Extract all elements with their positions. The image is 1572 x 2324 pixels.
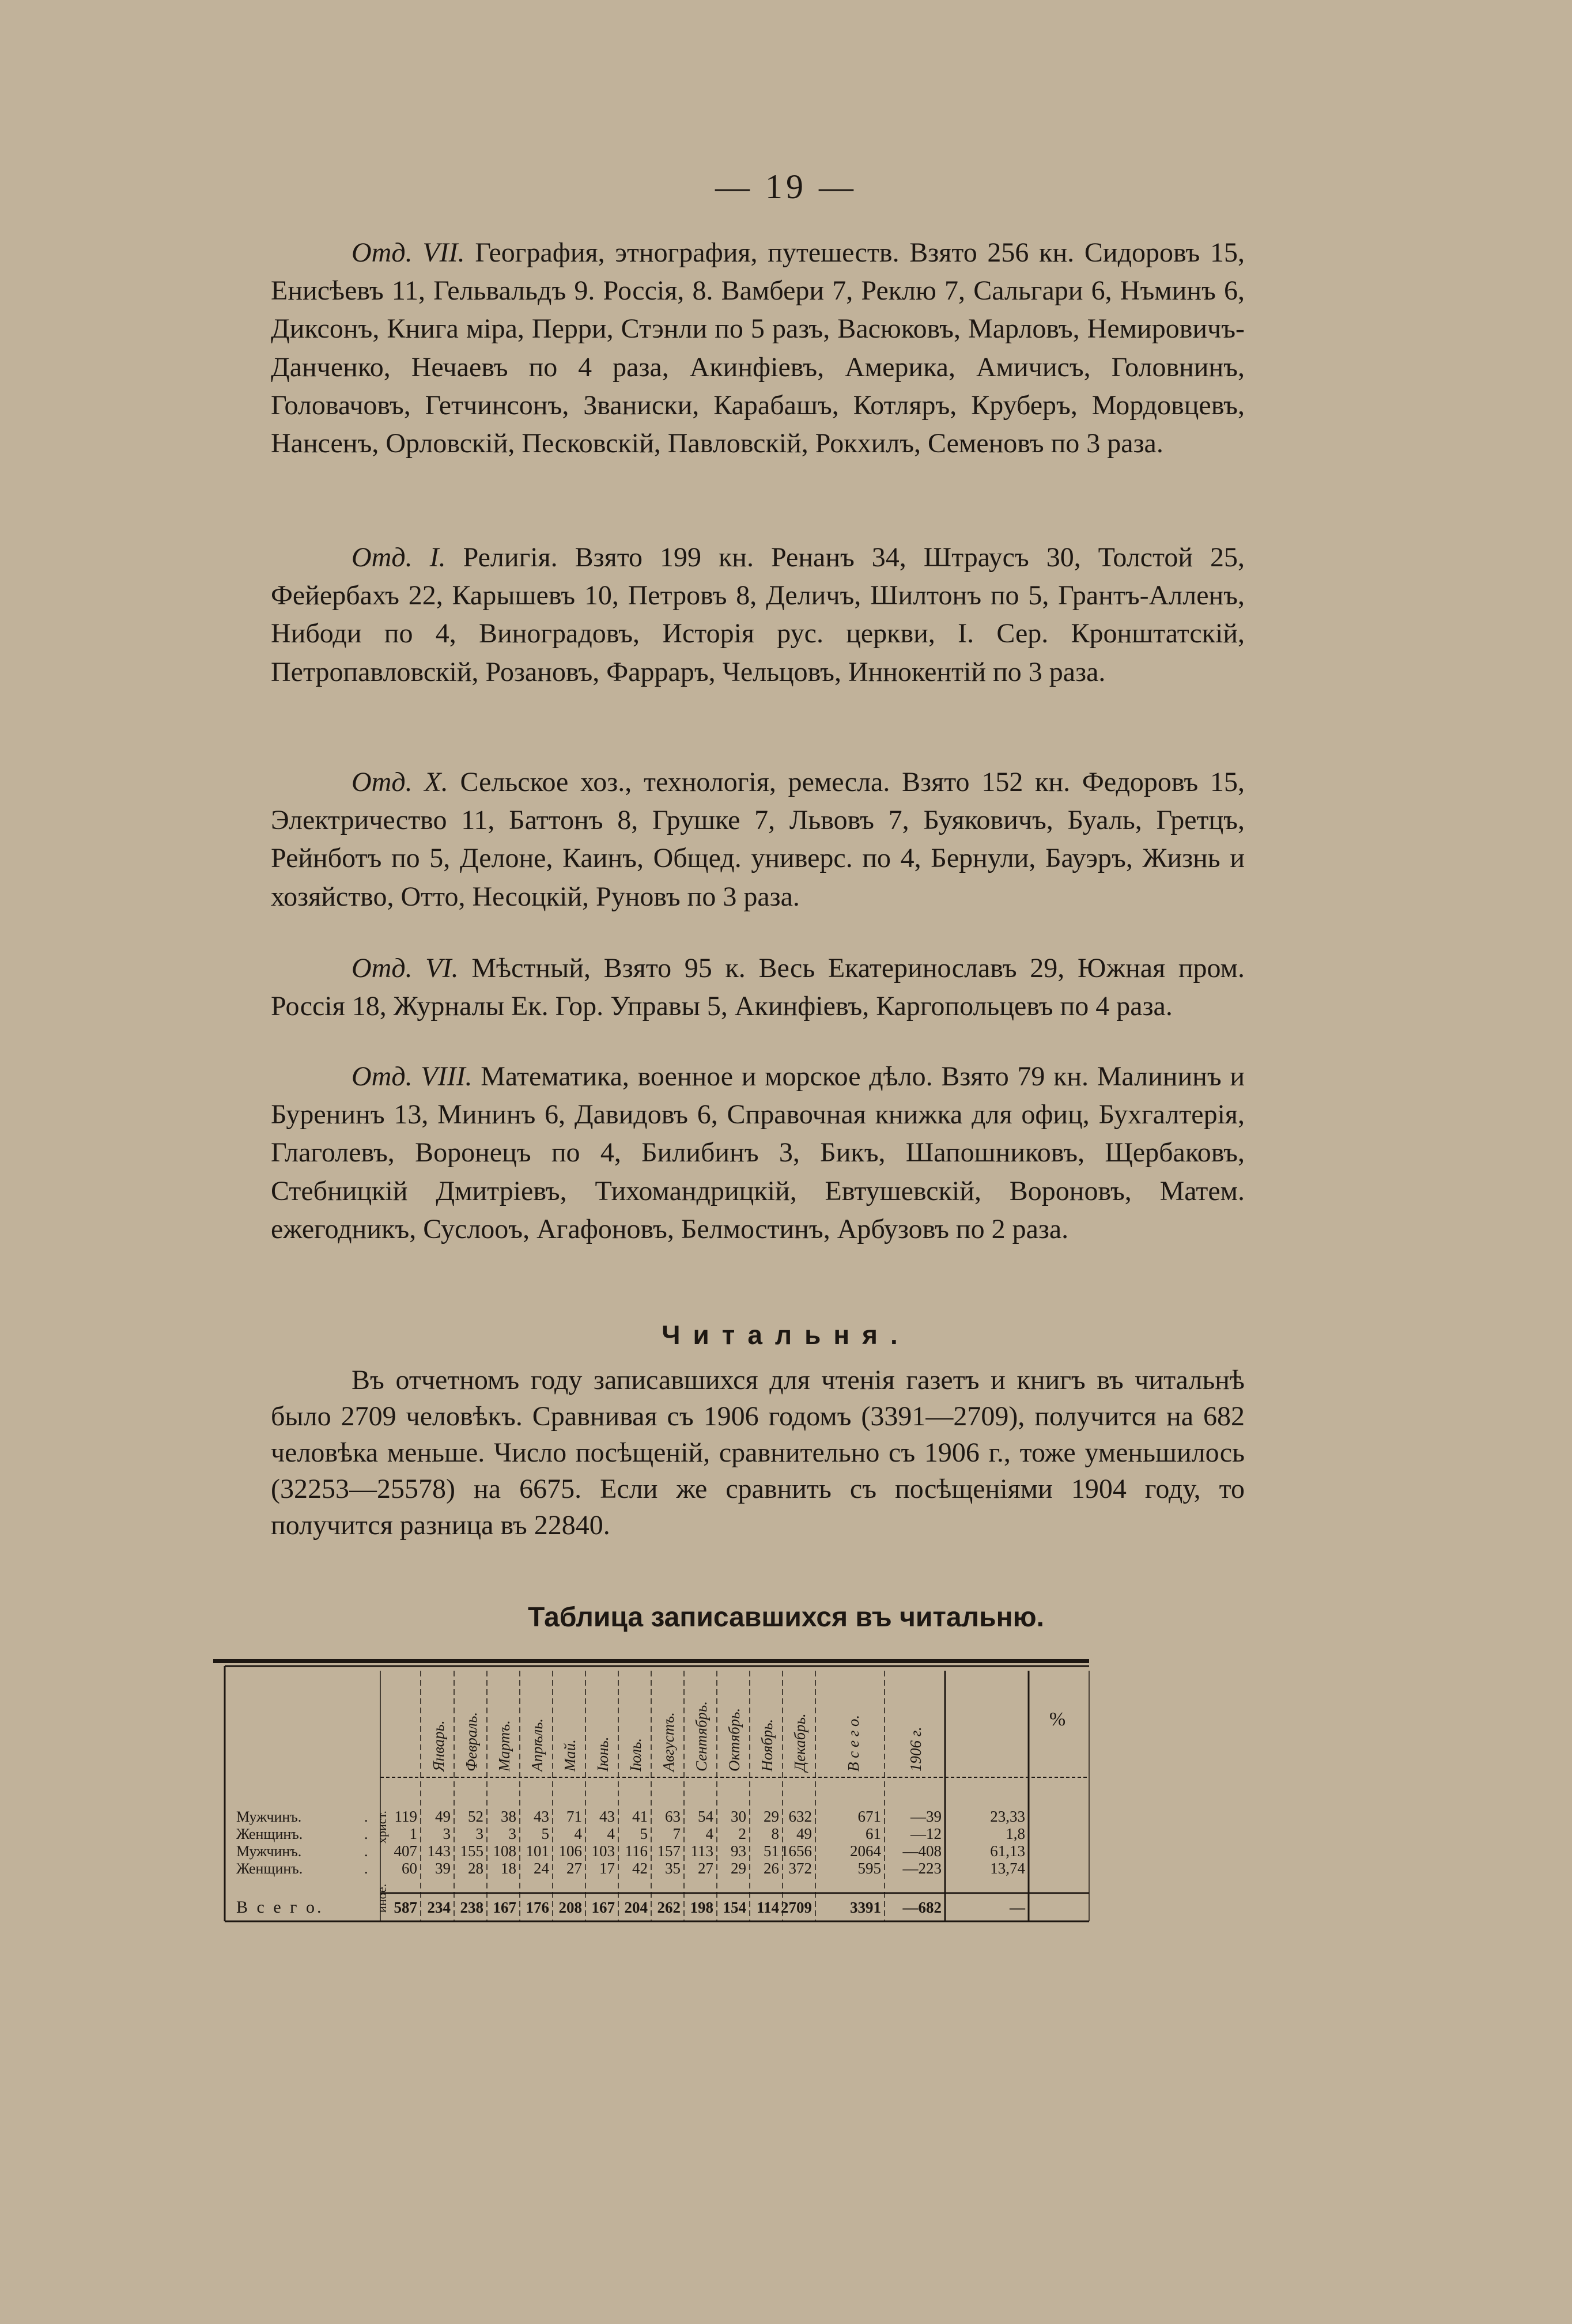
table-cell: 157	[657, 1842, 681, 1860]
table-cell: 595	[857, 1860, 881, 1877]
total-cell: 204	[624, 1899, 648, 1916]
reading-room-paragraph: Въ отчетномъ году записавшихся для чтенія газетъ и книгъ въ читальнѣ было 2709 человѣкъ. Сравнивая съ 1906 годомъ (3391—2709), получится на 682 человѣка меньше. Число посѣщеній, сравнительно съ 1906 г., тоже уменьшилось (32253—25578) на 6675. Если же сравнить съ посѣщеніями 1904 году, то получится разница въ 22840.	[271, 1365, 1245, 1540]
total-cell: 114	[756, 1899, 779, 1916]
row-leader: .	[364, 1808, 368, 1825]
paragraph-text: География, этнография, путешеств. Взято 256 кн. Сидоровъ 15, Енисѣевъ 11, Гельвальдъ 9. Россія, 8. Вамбери 7, Реклю 7, Сальгари 6, Нъминъ 6, Диксонъ, Книга міра, Перри, Стэнли по 5 разъ, Васюковъ, Марловъ, Немировичъ-Данченко, Нечаевъ по 4 раза, Акинфіевъ, Америка, Амичисъ, Головнинъ, Головачовъ, Гетчинсонъ, Званиски, Карабашъ, Котляръ, Круберъ, Мордовцевъ, Нансенъ, Орловскій, Песковскій, Павловскій, Рокхилъ, Семеновъ по 3 раза.	[271, 237, 1245, 459]
column-header: Августъ.	[660, 1712, 677, 1772]
table-cell: 632	[788, 1808, 812, 1825]
table-cell: 5	[640, 1825, 648, 1842]
total-cell: 208	[558, 1899, 582, 1916]
table-cell: 143	[427, 1842, 451, 1860]
paragraph-lead: Отд. X.	[352, 767, 448, 797]
table-cell: 30	[731, 1808, 746, 1825]
total-cell: 234	[427, 1899, 451, 1916]
row-leader: .	[364, 1860, 368, 1877]
table-cell: —223	[902, 1860, 942, 1877]
total-cell: 198	[690, 1899, 713, 1916]
table-title: Таблица записавшихся въ читальню.	[528, 1602, 1044, 1633]
table-cell: 17	[599, 1860, 615, 1877]
column-header: Январь.	[430, 1720, 447, 1772]
total-cell: 154	[723, 1899, 746, 1916]
table-cell: 13,74	[990, 1860, 1025, 1877]
table-cell: 39	[435, 1860, 451, 1877]
table-cell: 38	[501, 1808, 516, 1825]
table-cell: 26	[764, 1860, 779, 1877]
table-cell: 3	[443, 1825, 451, 1842]
table-cell: 18	[501, 1860, 516, 1877]
row-label: Мужчинъ.	[236, 1808, 302, 1825]
table-cell: 29	[764, 1808, 779, 1825]
table-cell: 1656	[781, 1842, 812, 1860]
paragraph-text: Религія. Взято 199 кн. Ренанъ 34, Штраусъ 30, Толстой 25, Фейербахъ 22, Карышевъ 10, Петровъ 8, Деличъ, Шилтонъ по 5, Грантъ-Алленъ, Нибоди по 4, Виноградовъ, Исторія рус. церкви, I. Сер. Кронштатскій, Петропавловскій, Розановъ, Фарраръ, Чельцовъ, Иннокентій по 3 раза.	[271, 542, 1245, 687]
table-cell: 43	[599, 1808, 615, 1825]
total-cell: 587	[394, 1899, 417, 1916]
column-header: Мартъ.	[496, 1720, 513, 1772]
table-cell: 28	[468, 1860, 483, 1877]
table-cell: 41	[632, 1808, 648, 1825]
paragraph-lead: Отд. VIII.	[352, 1061, 473, 1092]
table-cell: 61,13	[990, 1842, 1025, 1860]
table-cell: 51	[764, 1842, 779, 1860]
table-cell: 106	[558, 1842, 582, 1860]
paragraph-section-10	[271, 763, 1245, 916]
table-cell: 27	[566, 1860, 582, 1877]
total-cell: 238	[460, 1899, 483, 1916]
table-cell: 3	[475, 1825, 483, 1842]
row-leader: .	[364, 1826, 368, 1842]
table-cell: 7	[672, 1825, 681, 1842]
total-cell: 262	[657, 1899, 681, 1916]
table-cell: 671	[857, 1808, 881, 1825]
column-header: Іюнь.	[594, 1736, 611, 1772]
paragraph-text: Математика, военное и морское дѣло. Взято 79 кн. Малининъ и Буренинъ 13, Мининъ 6, Давидовъ 6, Справочная книжка для офиц, Бухгалтерія, Глаголевъ, Воронецъ по 4, Билибинъ 3, Бикъ, Шапошниковъ, Щербаковъ, Стебницкій Дмитріевъ, Тихомандрицкій, Евтушевскій, Вороновъ, Матем. ежегодникъ, Суслооъ, Агафоновъ, Белмостинъ, Арбузовъ по 2 раза.	[271, 1061, 1245, 1244]
table-cell: 4	[705, 1825, 713, 1842]
table-cell: 93	[731, 1842, 746, 1860]
row-label: Женщинъ.	[236, 1860, 303, 1877]
row-label: Женщинъ.	[236, 1826, 303, 1842]
registration-table-graphic	[213, 1659, 1284, 1936]
column-header: Октябрь.	[725, 1708, 743, 1772]
paragraph-lead: Отд. I.	[352, 542, 446, 573]
paragraph-section-8	[271, 1058, 1245, 1248]
table-cell: 49	[796, 1825, 812, 1842]
group-label: иное.	[375, 1883, 389, 1913]
table-cell: —408	[902, 1842, 942, 1860]
total-cell: 167	[493, 1899, 516, 1916]
total-cell: 3391	[850, 1899, 881, 1916]
row-label: Мужчинъ.	[236, 1843, 302, 1860]
table-cell: 52	[468, 1808, 483, 1825]
table-cell: 8	[771, 1825, 779, 1842]
paragraph-section-6	[271, 949, 1245, 1025]
table-cell: 3	[508, 1825, 516, 1842]
total-cell: —682	[902, 1899, 942, 1916]
table-cell: 2064	[850, 1842, 881, 1860]
table-cell: 63	[665, 1808, 681, 1825]
table-cell: 407	[394, 1842, 417, 1860]
table-top-rule	[213, 1659, 1089, 1663]
total-cell: 167	[591, 1899, 615, 1916]
paragraph-text: Мѣстный, Взято 95 к. Весь Екатеринославъ 29, Южная пром. Россія 18, Журналы Ек. Гор. Управы 5, Акинфіевъ, Каргопольцевъ по 4 раза.	[271, 953, 1245, 1022]
column-header: Февраль.	[463, 1712, 480, 1772]
paragraph-section-7	[271, 234, 1245, 463]
table-cell: 5	[541, 1825, 549, 1842]
table-cell: 23,33	[990, 1808, 1025, 1825]
table-cell: 101	[526, 1842, 549, 1860]
table-cell: 113	[690, 1842, 713, 1860]
section-heading-reading-room: Читальня.	[662, 1320, 910, 1350]
table-cell: 42	[632, 1860, 648, 1877]
paragraph-lead: Отд. VII.	[352, 237, 465, 268]
total-cell: 176	[526, 1899, 549, 1916]
table-cell: 119	[394, 1808, 417, 1825]
total-cell: 2709	[781, 1899, 812, 1916]
table-cell: 2	[738, 1825, 746, 1842]
table-cell: 54	[698, 1808, 713, 1825]
column-header: Декабрь.	[791, 1713, 808, 1772]
table-cell: 35	[665, 1860, 681, 1877]
table-cell: 24	[534, 1860, 549, 1877]
table-cell: 372	[788, 1860, 812, 1877]
registration-table	[213, 1659, 1284, 1936]
table-cell: 4	[607, 1825, 615, 1842]
table-cell: 1	[409, 1825, 417, 1842]
table-cell: 43	[534, 1808, 549, 1825]
page-number: — 19 —	[715, 168, 857, 206]
group-label: христ.	[375, 1811, 389, 1844]
paragraph-lead: Отд. VI.	[352, 953, 459, 983]
table-cell: —39	[910, 1808, 942, 1825]
total-cell: —	[1010, 1899, 1025, 1916]
table-cell: 49	[435, 1808, 451, 1825]
table-cell: 4	[574, 1825, 582, 1842]
table-cell: 60	[402, 1860, 417, 1877]
paragraph-text: Сельское хоз., технологія, ремесла. Взято 152 кн. Федоровъ 15, Электричество 11, Баттонъ 8, Грушке 7, Львовъ 7, Буяковичъ, Буаль, Гретцъ, Рейнботъ по 5, Делоне, Каинъ, Общед. универс. по 4, Бернули, Бауэръ, Жизнь и хозяйство, Отто, Несоцкій, Руновъ по 3 раза.	[271, 767, 1245, 912]
total-label: В с е г о.	[236, 1898, 324, 1917]
column-header: Май.	[561, 1739, 579, 1772]
column-header: В с е г о.	[845, 1714, 862, 1772]
column-header: Сентябрь.	[693, 1701, 710, 1772]
column-header: Іюль.	[627, 1738, 644, 1772]
paragraph-section-1	[271, 539, 1245, 691]
table-cell: 103	[591, 1842, 615, 1860]
column-header: 1906 г.	[907, 1727, 924, 1772]
table-cell: 108	[493, 1842, 516, 1860]
table-cell: 155	[460, 1842, 483, 1860]
column-header: %	[1049, 1709, 1066, 1730]
table-cell: —12	[910, 1825, 942, 1842]
column-header: Ноябрь.	[758, 1719, 776, 1772]
table-cell: 29	[731, 1860, 746, 1877]
table-cell: 27	[698, 1860, 713, 1877]
table-cell: 116	[625, 1842, 648, 1860]
table-cell: 1,8	[1006, 1825, 1025, 1842]
table-cell: 61	[866, 1825, 881, 1842]
column-header: Апрѣль.	[528, 1718, 546, 1772]
table-cell: 71	[566, 1808, 582, 1825]
row-leader: .	[364, 1843, 368, 1860]
